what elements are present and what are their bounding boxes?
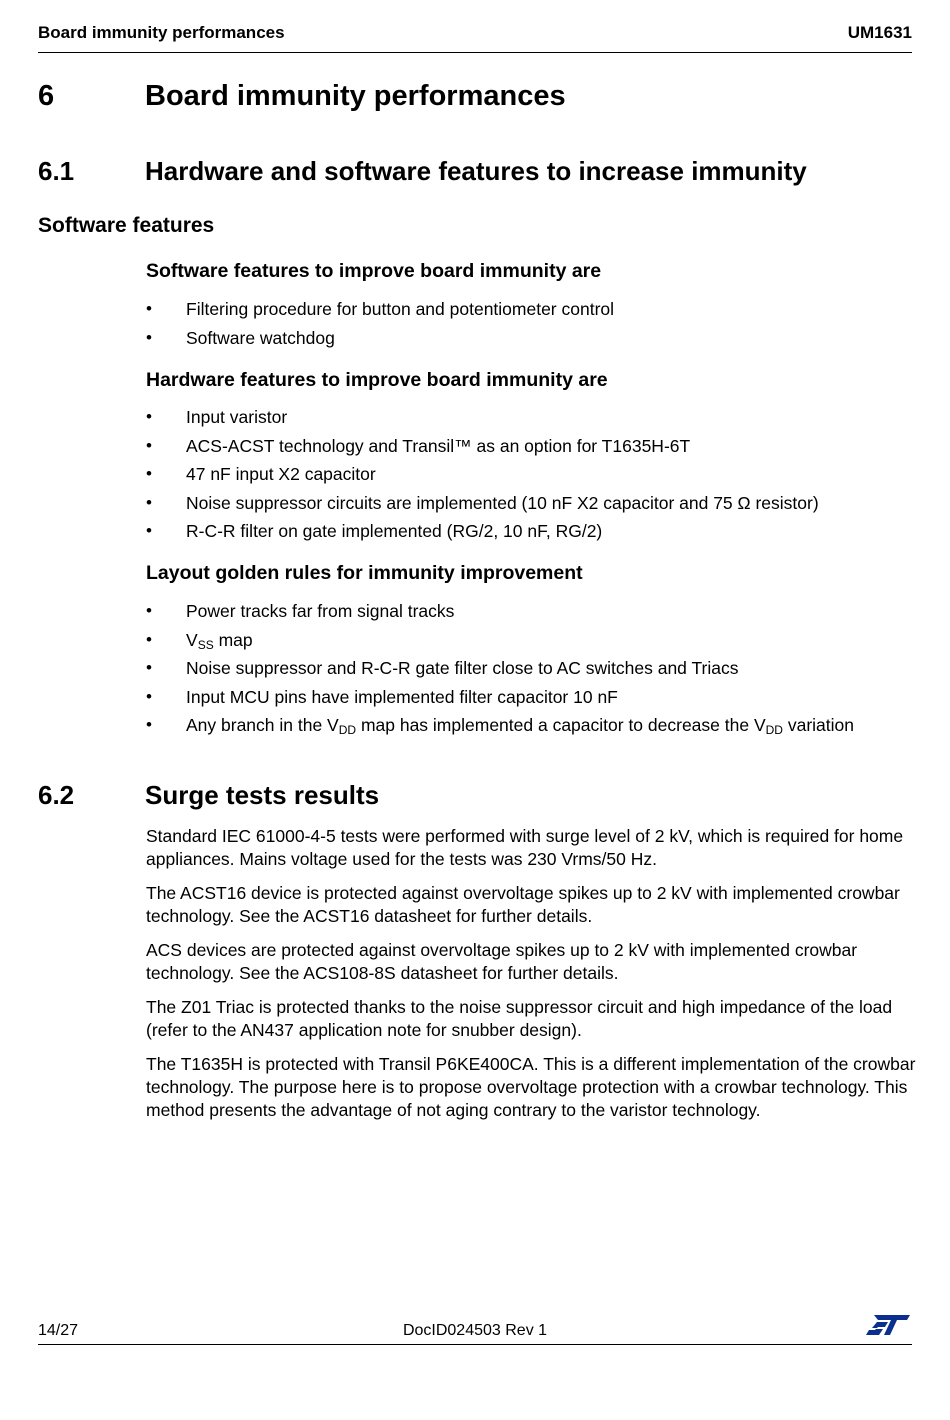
- paragraph-acs: ACS devices are protected against overvoltage spikes up to 2 kV with implemented crowbar technology. See the ACS108-8S datasheet for further details.: [146, 940, 858, 983]
- list-item: • Noise suppressor circuits are implemented (10 nF X2 capacitor and 75 Ω resistor): [146, 489, 916, 518]
- page-header: [38, 22, 912, 53]
- section-title: Hardware and software features to increase immunity: [145, 156, 807, 186]
- list-item: • Input MCU pins have implemented filter capacitor 10 nF: [146, 683, 916, 712]
- paragraph-t1635h: The T1635H is protected with Transil P6KE400CA. This is a different implementation of the crowbar technology. The purpose here is to propose overvoltage protection with a crowbar technology. This method presents the advantage of not aging contrary to the varistor technology.: [146, 1054, 916, 1120]
- header-title: Board immunity performances: [38, 23, 285, 42]
- section-number: 6.2: [38, 780, 75, 810]
- paragraph-z01: The Z01 Triac is protected thanks to the noise suppressor circuit and high impedance of the load (refer to the AN437 application note for snubber design).: [146, 997, 893, 1040]
- list-item: • Any branch in the $V_{DD}$ map has implemented a capacitor to decrease the $V_{DD}$ variation: [146, 711, 916, 740]
- section-title: Surge tests results: [145, 780, 380, 810]
- bullet-icon: •: [146, 686, 152, 706]
- section-number: 6: [38, 80, 55, 112]
- section-title: Board immunity performances: [145, 80, 566, 112]
- page-footer: [38, 1312, 912, 1345]
- layout-rules-heading: Layout golden rules for immunity improvement: [146, 562, 583, 584]
- bullet-icon: •: [146, 435, 152, 455]
- sw-feature-list: [146, 295, 916, 352]
- bullet-icon: •: [146, 658, 152, 678]
- hw-feature-list: [146, 403, 916, 546]
- list-item: • ACS-ACST technology and Transil™ as an option for T1635H-6T: [146, 432, 916, 461]
- layout-rules-list: [146, 597, 916, 740]
- page-number: 14/27: [38, 1322, 79, 1339]
- header-doc-code: UM1631: [847, 23, 912, 42]
- software-features-heading: Software features: [38, 214, 215, 237]
- bullet-icon: •: [146, 299, 152, 318]
- list-item: • Software watchdog: [146, 324, 916, 353]
- st-logo-icon: [864, 1312, 912, 1338]
- hw-list-heading: Hardware features to improve board immunity are: [146, 369, 608, 391]
- list-item: • 47 nF input X2 capacitor: [146, 460, 916, 489]
- list-item: • Noise suppressor and R-C-R gate filter close to AC switches and Triacs: [146, 654, 916, 683]
- list-item: • Input varistor: [146, 403, 916, 432]
- bullet-icon: •: [146, 521, 152, 541]
- list-item: • R-C-R filter on gate implemented (RG/2, 10 nF, RG/2): [146, 517, 916, 546]
- bullet-icon: •: [146, 715, 152, 735]
- bullet-icon: •: [146, 629, 152, 649]
- paragraph-surge-standard: Standard IEC 61000-4-5 tests were performed with surge level of 2 kV, which is required for home appliances. Mains voltage used for the tests was 230 Vrms/50 Hz.: [146, 826, 904, 869]
- list-item: • $V_{SS}$ map: [146, 626, 916, 655]
- bullet-icon: •: [146, 407, 152, 426]
- list-item: • Filtering procedure for button and potentiometer control: [146, 295, 916, 324]
- bullet-icon: •: [146, 464, 152, 484]
- list-item: • Power tracks far from signal tracks: [146, 597, 916, 626]
- bullet-icon: •: [146, 327, 152, 347]
- section-number: 6.1: [38, 156, 75, 186]
- doc-id: DocID024503 Rev 1: [402, 1322, 548, 1339]
- bullet-icon: •: [146, 492, 152, 512]
- bullet-icon: •: [146, 601, 152, 620]
- paragraph-acst16: The ACST16 device is protected against overvoltage spikes up to 2 kV with implemented crowbar technology. See the ACST16 datasheet for further details.: [146, 883, 900, 926]
- sw-list-heading: Software features to improve board immunity are: [146, 260, 602, 282]
